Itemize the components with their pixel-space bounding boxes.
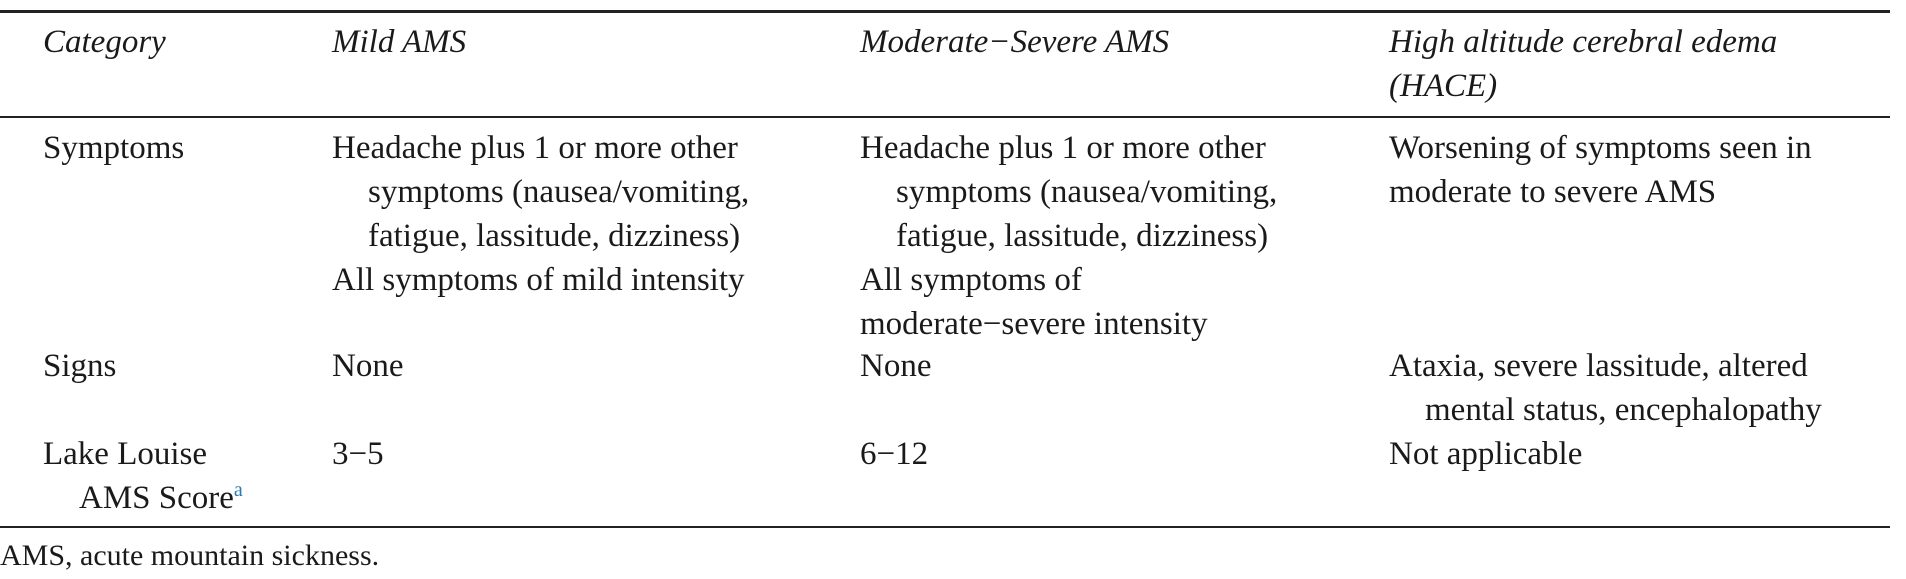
text-line: Worsening of symptoms seen in (1389, 130, 1812, 166)
text-line: All symptoms of (860, 262, 1082, 298)
table-bottom-rule (0, 526, 1890, 528)
text-line: Headache plus 1 or more other (332, 130, 738, 166)
text-line (43, 476, 243, 520)
text-line: Lake Louise (43, 436, 208, 472)
table-top-rule (0, 10, 1890, 13)
row-score-hace: Not applicable (1389, 436, 1583, 472)
row-score-label (43, 432, 243, 520)
text-line: fatigue, lassitude, dizziness) (368, 218, 741, 254)
text-line: mental status, encephalopathy (1425, 392, 1822, 428)
footnote-marker[interactable]: a (233, 479, 243, 501)
row-symptoms-hace (1389, 126, 1812, 214)
header-mild-ams: Mild AMS (332, 24, 467, 60)
row-symptoms-label: Symptoms (43, 130, 185, 166)
row-symptoms-mild (332, 126, 749, 302)
row-symptoms-moderate (860, 126, 1277, 346)
text-line: symptoms (nausea/vomiting, (368, 174, 750, 210)
row-score-moderate: 6−12 (860, 436, 929, 472)
text-line: moderate−severe intensity (860, 306, 1208, 342)
header-moderate-severe-ams: Moderate−Severe AMS (860, 24, 1170, 60)
text-line: Ataxia, severe lassitude, altered (1389, 348, 1808, 384)
text-line: fatigue, lassitude, dizziness) (896, 218, 1269, 254)
row-signs-hace (1389, 344, 1822, 432)
table-header-rule (0, 116, 1890, 118)
text-line: All symptoms of mild intensity (332, 262, 745, 298)
score-label-text: AMS Score (79, 480, 234, 516)
row-signs-mild: None (332, 348, 404, 384)
row-score-mild: 3−5 (332, 436, 384, 472)
header-hace (1389, 20, 1777, 108)
header-hace-line2: (HACE) (1389, 68, 1498, 104)
text-line: Headache plus 1 or more other (860, 130, 1266, 166)
header-category: Category (43, 24, 166, 60)
row-signs-label: Signs (43, 348, 117, 384)
table-footnote: AMS, acute mountain sickness. (0, 539, 380, 572)
header-hace-line1: High altitude cerebral edema (1389, 24, 1778, 60)
text-line: symptoms (nausea/vomiting, (896, 174, 1278, 210)
row-signs-moderate: None (860, 348, 932, 384)
text-line: moderate to severe AMS (1389, 174, 1717, 210)
